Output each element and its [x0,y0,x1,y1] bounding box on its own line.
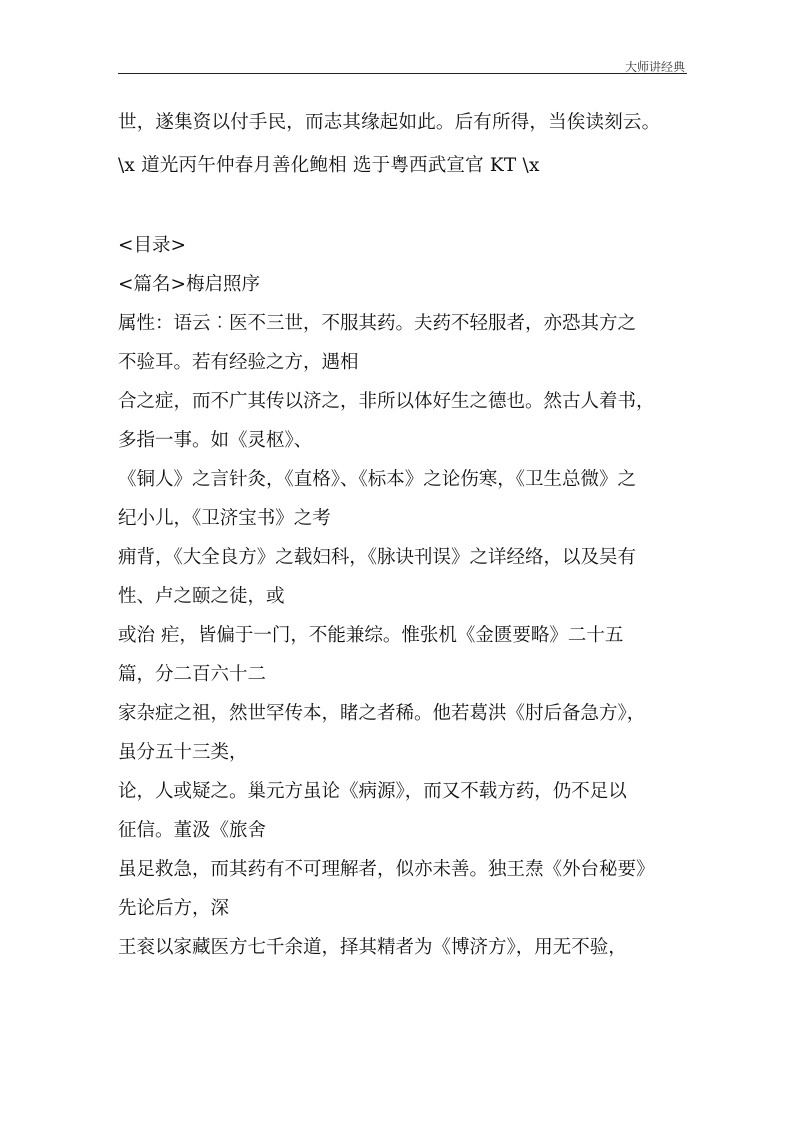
text-line: 痈背，《大全良方》之载妇科，《脉诀刊误》之详经络，以及吴有 [118,547,637,568]
text-line: 世，遂集资以付手民，而志其缘起如此。后有所得，当俟读刻云。 [118,112,661,133]
toc-marker: <目录> [118,235,187,256]
text-line: 征信。董汲《旅舍 [118,820,267,841]
text-line: 《铜人》之言针灸，《直格》、《标本》之论伤寒，《卫生总微》之 [118,469,637,490]
running-header: 大师讲经典 [624,60,685,74]
text-line: 纪小儿，《卫济宝书》之考 [118,508,331,529]
text-line: 虽足救急，而其药有不可理解者，似亦未善。独王焘《外台秘要》 [118,859,655,880]
text-line: 论，人或疑之。巢元方虽论《病源》，而又不载方药，仍不足以 [118,781,627,802]
text-line: 虽分五十三类， [118,742,248,763]
text-line: 先论后方，深 [118,898,230,919]
text-line: 多指一事。如《灵枢》、 [118,430,313,451]
document-body [118,226,655,967]
text-line: \x 道光丙午仲春月善化鲍相 选于粤西武宣官 KT \x [118,155,540,176]
text-line: 篇，分二百六十二 [118,664,267,685]
text-line: 合之症，而不广其传以济之，非所以体好生之德也。然古人着书， [118,391,655,412]
text-line: 或治 疟，皆偏于一门，不能兼综。惟张机《金匮要略》二十五 [118,625,624,646]
text-line: 家杂症之祖，然世罕传本，睹之者稀。他若葛洪《肘后备急方》， [118,703,646,724]
text-line: 属性：语云︰医不三世，不服其药。夫药不轻服者，亦恐其方之 [118,313,637,334]
header-rule [118,73,687,74]
text-line: 不验耳。若有经验之方，遇相 [118,352,359,373]
text-line: 王衮以家藏医方七千余道，择其精者为《博济方》，用无不验， [118,937,627,958]
text-line: 性、卢之颐之徒，或 [118,586,285,607]
section-title: <篇名>梅启照序 [118,274,261,295]
